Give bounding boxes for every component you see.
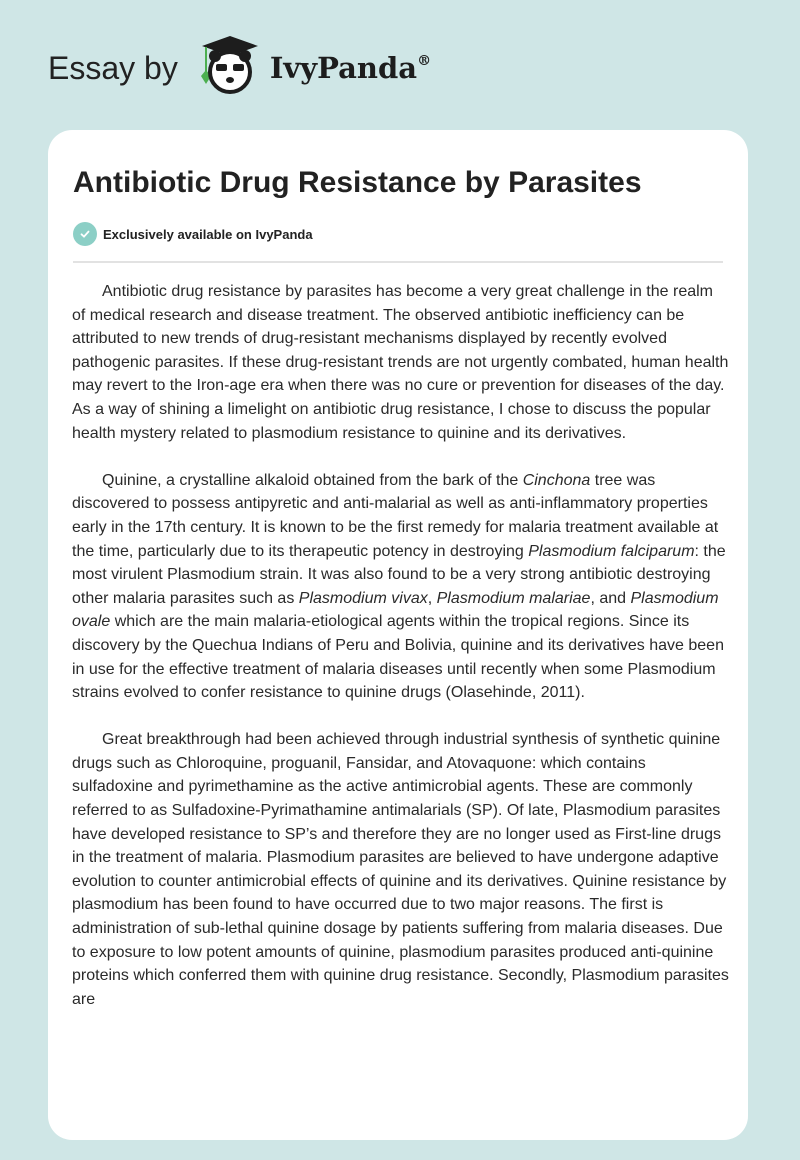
site-header [48,36,431,100]
paragraph-text: Great breakthrough had been achieved through industrial synthesis of synthetic quinine drugs such as Chloroquine, proguanil, Fansidar, and Atovaquone: which contains sulfadoxine and pyrimethamine as the active antimicrobial agents. These are commonly referred to as Sulfadoxine-Pyrimathamine antimalarials (SP). Of late, Plasmodium parasites have developed resistance to SP’s and therefore they are no longer used as First-line drugs in the treatment of malaria. Plasmodium parasites are believed to have undergone adaptive evolution to counter antimicrobial effects of quinine and its derivatives. Quinine resistance by plasmodium has been found to have occurred due to two major reasons. The first is administration of sub-lethal quinine dosage by patients suffering from malaria diseases. Due to exposure to low potent amounts of quinine, plasmodium parasites produced anti-quinine proteins which conferred them with quinine drug resistance. Secondly, Plasmodium parasites are [72,731,729,1008]
italic-term: Plasmodium ovale [72,589,719,631]
panda-logo-icon[interactable] [198,34,262,103]
paragraph-text: tree was discovered to possess antipyretic and anti-malarial as well as anti-inflammatory properties early in the 17th century. It is known to be the first remedy for malaria treatment available at the time, particularly due to its therapeutic potency in destroying [72,471,719,560]
essay-body [72,280,730,1035]
essay-by-label: Essay by [48,49,178,86]
paragraph-text: , [427,589,437,607]
ivypanda-brand[interactable] [270,51,431,85]
essay-card [48,130,748,1140]
registered-mark: ® [417,53,432,69]
italic-term: Plasmodium falciparum [528,542,695,560]
paragraph-text: which are the main malaria-etiological agents within the tropical regions. Since its discovery by the Quechua Indians of Peru and Bolivia, quinine and its derivatives have been in use for the effective treatment of malaria diseases until recently when some Plasmodium strains evolved to confer resistance to quinine drugs (Olasehinde, 2011). [72,613,724,702]
exclusive-text: Exclusively available on IvyPanda [103,226,313,242]
paragraph-text: : the most virulent Plasmodium strain. It was also found to be a very strong antibiotic destroying other malaria parasites such as [72,542,726,607]
page-title: Antibiotic Drug Resistance by Parasites [73,166,642,199]
divider [73,261,723,263]
exclusive-badge [73,222,313,246]
essay-paragraph [72,728,730,1011]
italic-term: Plasmodium malariae [436,589,591,607]
brand-name: IvyPanda [269,51,418,85]
essay-paragraph [72,469,730,705]
paragraph-text: Quinine, a crystalline alkaloid obtained from the bark of the [102,471,523,489]
check-icon [73,222,97,246]
essay-paragraph [72,280,730,445]
italic-term: Cinchona [522,471,591,489]
paragraph-text: Antibiotic drug resistance by parasites has become a very great challenge in the realm of medical research and disease treatment. The observed antibiotic inefficiency can be attributed to new trends of drug-resistant mechanisms displayed by recently evolved pathogenic parasites. If these drug-resistant trends are not urgently combated, human health may revert to the Iron-age era when there was no cure or prevention for diseases of the day. As a way of shining a limelight on antibiotic drug resistance, I chose to discuss the popular health mystery related to plasmodium resistance to quinine and its derivatives. [72,283,729,442]
italic-term: Plasmodium vivax [298,589,428,607]
paragraph-text: , and [590,589,631,607]
